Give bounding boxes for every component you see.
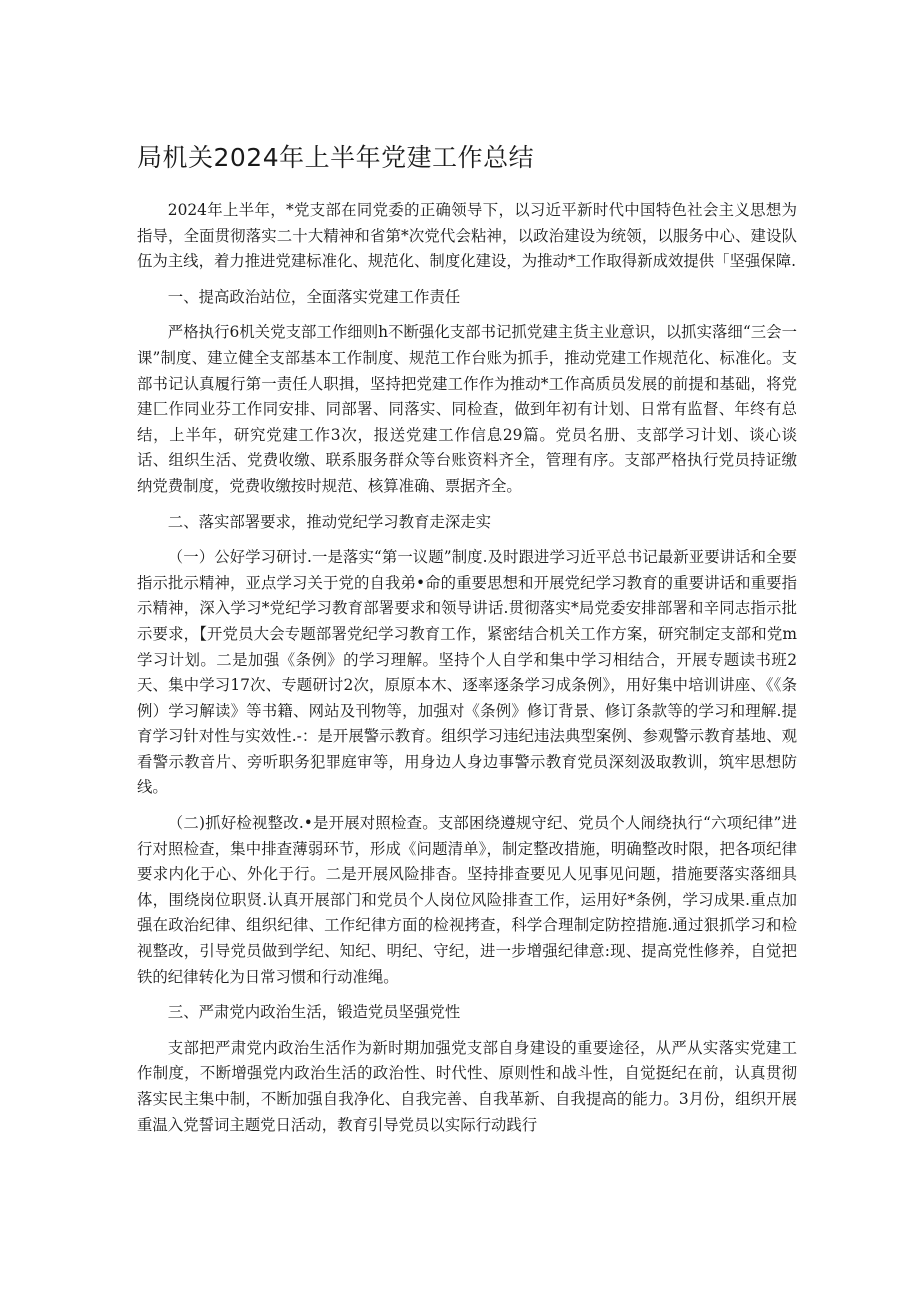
section-2-sub-1-paragraph: （一）公好学习研讨.一是落实“第一议题”制度.及时跟进学习近平总书记最新亚要讲话和全要指示批示精神，亚点学习关于党的自我弟•命的重要思想和开展党纪学习教育的重要讲话和重要指示精神，深入学习*党纪学习教育部署要求和领导讲话.贯彻落实*局党委安排部署和辛同志指示批示要求，【开党员大会专题部署党纪学习教育工作，紧密结合机关工作方案，研究制定支部和党m学习计划。二是加强《条例》的学习理解。坚持个人自学和集中学习相结合，开展专题读书班2天、集中学习17次、专题研讨2次，原原本木、逐率逐条学习成条例》，用好集中培训讲座、《《条例）学习解读》等书籍、网站及刊物等，加强对《条例》修订背景、修订条款等的学习和理解.提育学习针对性与实效性.-：是开展警示教育。组织学习违纪违法典型案例、参观警示教育基地、观看警示教音片、旁听职务犯罪庭审等，用身边人身边事警示教育党员深刻汲取教训，筑牢思想防线。 xyxy=(137,548,797,797)
intro-paragraph: 2024年上半年，*党支部在同党委的正确领导下，以习近平新时代中国特色社会主义思想为指导，全面贯彻落实二十大精神和省第*次党代会粘神，以政治建设为统领，以服务中心、建设队伍为主线，着力推进党建标准化、规范化、制度化建设，为推动*工作取得新成效提供「坚强保障. xyxy=(137,201,797,271)
document-page xyxy=(137,140,797,1148)
section-1-paragraph: 严格执行6机关党支部工作细则h不断强化支部书记抓党建主货主业意识，以抓实落细“三会一课”制度、建立健全支部基本工作制度、规范工作台账为抓手，推动党建工作规范化、标准化。支部书记认真履行第一责任人职揖，坚持把党建工作作为推动*工作高质员发展的前提和基础，将党建匚作同业芬工作同安排、同部署、同落实、同检查，做到年初有计划、日常有监督、年终有总结，上半年，研究党建工作3次，报送党建工作信息29篇。党员名册、支部学习计划、谈心谈话、组织生活、党费收缴、联系服务群众等台账资料齐全，管理有序。支部严格执行党员持证缴纳党费制度，党费收缴按时规范、核算准确、票据齐全。 xyxy=(137,323,797,495)
section-3-paragraph: 支部把严肃党内政治生活作为新时期加强党支部自身建设的重要途径，从严从实落实党建工作制度，不断增强党内政治生活的政治性、时代性、原则性和战斗性，自觉挺纪在前，认真贯彻落实民主集中制，不断加强自我净化、自我完善、自我革新、自我提高的能力。3月份，组织开展重温入党誓词主题党日活动，教育引导党员以实际行动践行 xyxy=(137,1038,797,1134)
section-1-heading: 一、提高政治站位，全面落实党建工作责任 xyxy=(167,287,461,306)
section-2-heading: 二、落实部署要求，推动党纪学习教育走深走实 xyxy=(167,512,492,531)
section-3-heading: 三、严肃党内政治生活，锻造党员坚强党性 xyxy=(167,1003,461,1022)
document-title: 局机关2024年上半年党建工作总结 xyxy=(137,143,535,172)
section-2-sub-2-paragraph: （二)抓好检视整改.•是开展对照检查。支部困绕遵规守纪、党员个人闹绕执行“六项纪律”进行对照检查，集中排查薄弱环节，形成《问题清单》，制定整改措施，明确整改时限，把各项纪律要求内化于心、外化于行。二是开展风险排杳。坚持排查要见人见事见问题，措施要落实落细具体，围绕岗位职贤.认真开展部门和党员个人岗位风险排查工作，运用好*条例，学习成果.重点加强在政治纪律、组织纪律、工作纪律方面的检视拷查，科学合理制定防控措施.通过狠抓学习和检视整改，引导党员做到学纪、知纪、明纪、守纪，进一步增强纪律意:现、提高党性修养，自觉把铁的纪律转化为日常习惯和行动准绳。 xyxy=(137,814,797,986)
